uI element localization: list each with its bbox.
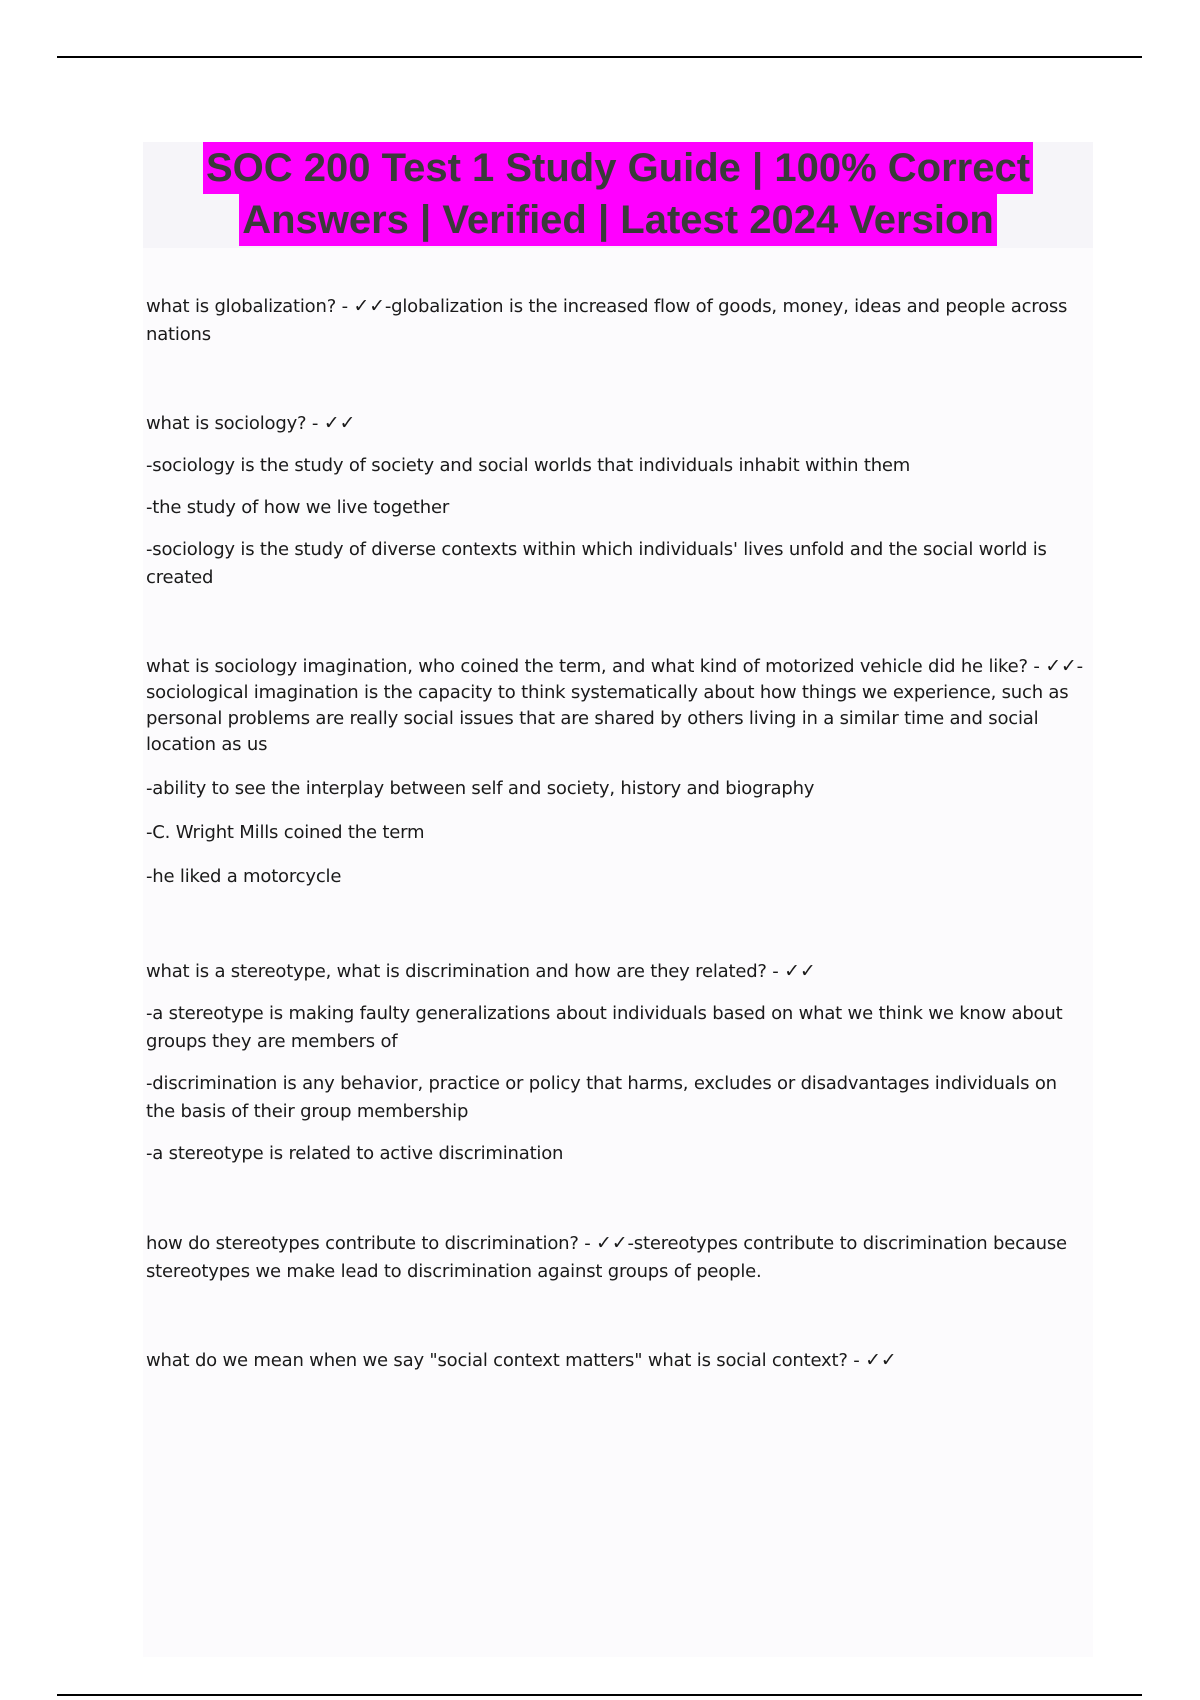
answer-text: -globalization is the increased flow of goods, money, ideas and people across nations — [146, 296, 1068, 345]
answer-line: -ability to see the interplay between self and society, history and biography — [146, 778, 815, 799]
question-text: what is sociology? - — [146, 413, 324, 434]
qa-item-stereotypes-discrimination — [146, 1229, 1091, 1286]
answer-line: -a stereotype is related to active discrimination — [146, 1143, 564, 1164]
document-title — [143, 142, 1093, 248]
answer-text: -stereotypes contribute to discrimination because stereotypes we make lead to discrimination against groups of people. — [146, 1233, 1067, 1282]
answer-line: -C. Wright Mills coined the term — [146, 822, 425, 843]
top-rule — [57, 56, 1142, 58]
qa-item-globalization — [146, 292, 1091, 349]
qa-item-sociology — [146, 409, 1091, 592]
answer-line: -sociology is the study of society and social worlds that individuals inhabit within them — [146, 455, 911, 476]
answer-line: -he liked a motorcycle — [146, 866, 342, 887]
answer-text: -sociological imagination is the capacity to think systematically about how things we experience, such as personal problems are really social issues that are shared by others living in a similar time and social location as us — [146, 656, 1083, 755]
double-check-icon: ✓✓ — [353, 295, 385, 317]
double-check-icon: ✓✓ — [323, 412, 356, 434]
double-check-icon: ✓✓ — [784, 960, 816, 982]
bottom-rule — [57, 1694, 1142, 1696]
qa-item-sociological-imagination — [146, 653, 1091, 890]
question-text: what do we mean when we say "social context matters" what is social context? - — [146, 1350, 866, 1371]
question-text: what is globalization? - — [146, 296, 354, 317]
answer-line: -a stereotype is making faulty generalizations about individuals based on what we think we know about groups they are members of — [146, 1003, 1063, 1052]
title-line-1: SOC 200 Test 1 Study Guide | 100% Correct — [203, 142, 1033, 194]
double-check-icon: ✓✓ — [1045, 655, 1077, 677]
question-text: how do stereotypes contribute to discrimination? - — [146, 1233, 597, 1254]
question-text: what is sociology imagination, who coined the term, and what kind of motorized vehicle did he like? - — [146, 656, 1046, 677]
qa-item-social-context — [146, 1346, 1091, 1375]
answer-line: -sociology is the study of diverse contexts within which individuals' lives unfold and the social world is created — [146, 539, 1047, 588]
double-check-icon: ✓✓ — [596, 1232, 628, 1254]
qa-item-stereotype — [146, 957, 1091, 1168]
question-text: what is a stereotype, what is discrimination and how are they related? - — [146, 961, 785, 982]
answer-line: -the study of how we live together — [146, 497, 450, 518]
title-line-2: Answers | Verified | Latest 2024 Version — [239, 194, 997, 246]
page-content-area — [143, 142, 1093, 1657]
double-check-icon: ✓✓ — [865, 1349, 897, 1371]
answer-line: -discrimination is any behavior, practice or policy that harms, excludes or disadvantages individuals on the basis of their group membership — [146, 1073, 1057, 1122]
